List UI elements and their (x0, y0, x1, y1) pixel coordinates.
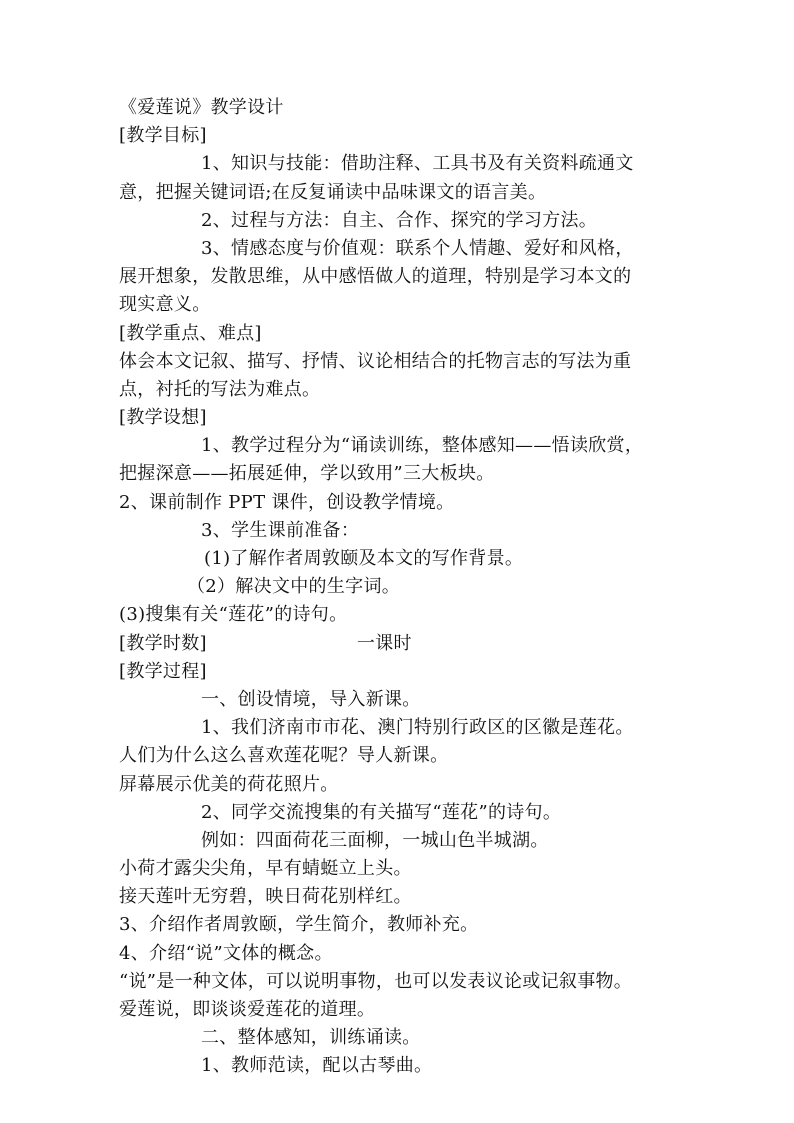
section-heading-plan: [教学设想] (119, 407, 207, 429)
list-item-plan-3-1: (1)了解作者周敦颐及本文的写作背景。 (204, 548, 524, 569)
paragraph-process-2: 二、整体感知，训练诵读。 (201, 1027, 421, 1049)
paragraph-key-points: 体会本文记叙、描写、抒情、议论相结合的托物言志的写法为重 (119, 350, 632, 372)
section-heading-time: [教学时数] (119, 632, 207, 654)
paragraph-plan-3: 3、学生课前准备： (201, 519, 360, 541)
paragraph-process-1-1: 1、我们济南市市花、澳门特别行政区的区徽是莲花。 (201, 717, 634, 739)
paragraph-process-1: 一、创设情境，导入新课。 (201, 688, 421, 710)
paragraph-goal-3-end: 现实意义。 (119, 294, 211, 316)
list-item-plan-3-2: （2）解决文中的生字词。 (187, 576, 401, 598)
paragraph-process-1-4: 4、介绍“说”文体的概念。 (119, 942, 333, 964)
section-heading-process: [教学过程] (119, 660, 207, 682)
paragraph-process-1-1-cont: 人们为什么这么喜欢莲花呢？导人新课。 (119, 745, 449, 767)
section-heading-key-points: [教学重点、难点] (119, 322, 262, 344)
paragraph-key-points-cont: 点，衬托的写法为难点。 (119, 378, 321, 400)
paragraph-goal-1-cont: 意，把握关键词语;在反复诵读中品味课文的语言美。 (119, 181, 547, 203)
poem-line-2: 小荷才露尖尖角，早有蜻蜓立上头。 (119, 858, 412, 880)
paragraph-process-2-1: 1、教师范读，配以古琴曲。 (201, 1055, 433, 1077)
section-heading-time-row (119, 630, 689, 658)
paragraph-shuo-definition-cont: 爱莲说，即谈谈爱莲花的道理。 (119, 999, 376, 1020)
section-heading-goals: [教学目标] (119, 125, 207, 147)
paragraph-plan-1-cont: 把握深意——拓展延伸，学以致用”三大板块。 (119, 463, 495, 485)
paragraph-shuo-definition: “说”是一种文体，可以说明事物，也可以发表议论或记叙事物。 (119, 970, 633, 992)
paragraph-goal-2: 2、过程与方法：自主、合作、探究的学习方法。 (201, 209, 598, 231)
paragraph-process-1-1-photo: 屏幕展示优美的荷花照片。 (119, 773, 339, 795)
paragraph-goal-3: 3、情感态度与价值观：联系个人情趣、爱好和风格， (201, 237, 634, 259)
document-title: 《爱莲说》教学设计 (119, 97, 284, 118)
document-body (119, 94, 689, 1081)
paragraph-goal-1: 1、知识与技能：借助注释、工具书及有关资料疏通文 (201, 153, 634, 175)
paragraph-process-1-2-example: 例如：四面荷花三面柳，一城山色半城湖。 (201, 829, 549, 851)
poem-line-3: 接天莲叶无穷碧，映日荷花别样红。 (119, 886, 412, 908)
paragraph-plan-2: 2、课前制作 PPT 课件，创设教学情境。 (119, 491, 455, 513)
list-item-plan-3-3: (3)搜集有关“莲花”的诗句。 (119, 604, 348, 626)
paragraph-process-1-2: 2、同学交流搜集的有关描写“莲花”的诗句。 (201, 801, 562, 823)
paragraph-goal-3-cont: 展开想象，发散思维，从中感悟做人的道理，特别是学习本文的 (119, 266, 632, 288)
paragraph-process-1-3: 3、介绍作者周敦颐，学生简介，教师补充。 (119, 914, 479, 936)
time-value: 一课时 (356, 632, 412, 654)
paragraph-plan-1: 1、教学过程分为“诵读训练，整体感知——悟读欣赏， (201, 435, 644, 457)
